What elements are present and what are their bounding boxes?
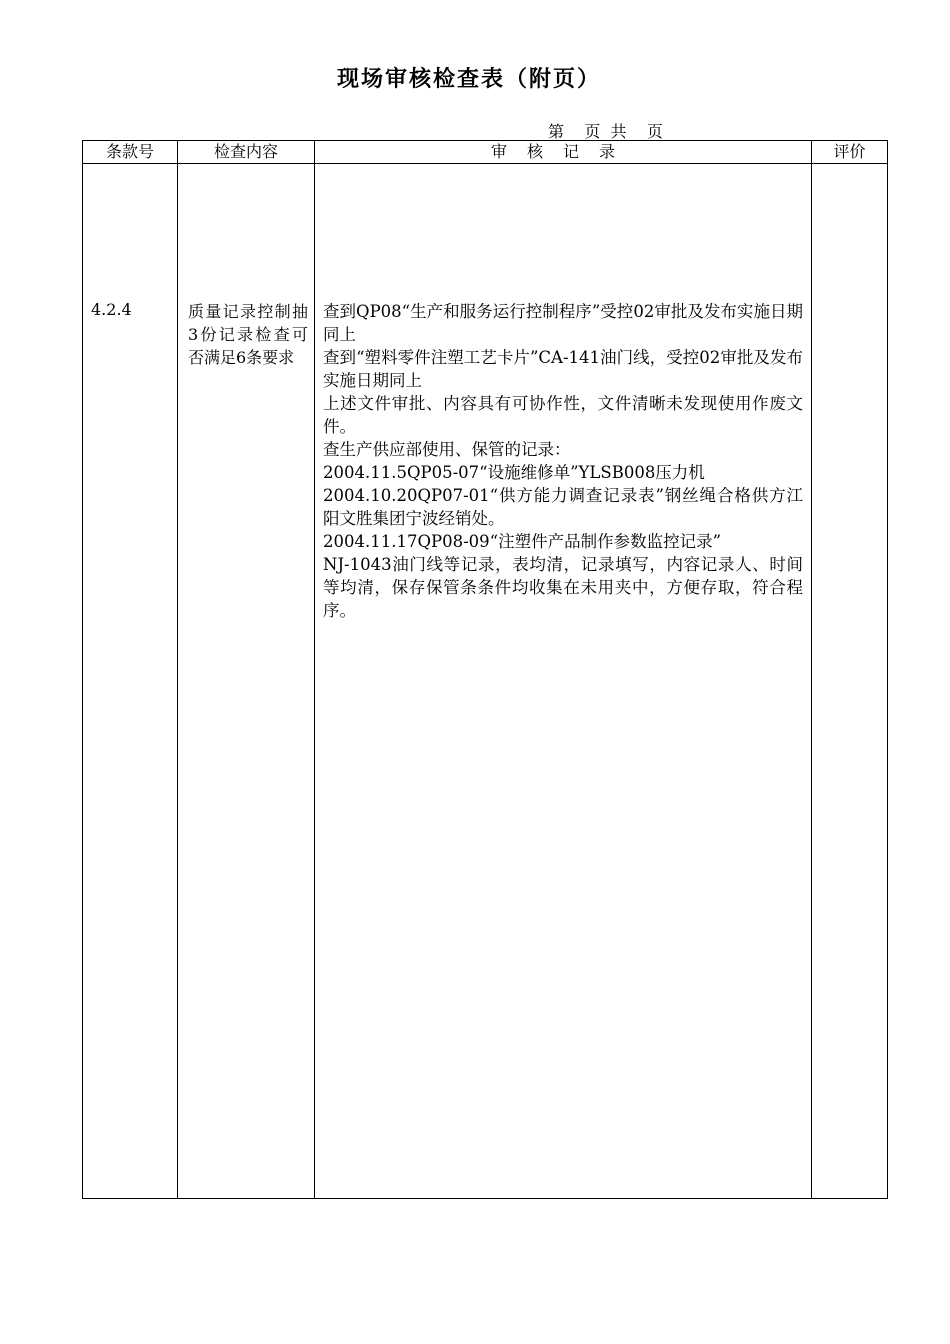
record-line: 2004.11.17QP08-09“注塑件产品制作参数监控记录” [323, 532, 722, 551]
header-content: 检查内容 [178, 141, 315, 164]
record-line: NJ-1043油门线等记录，表均清，记录填写，内容记录人、时间等均清，保存保管条条件均收集在未用夹中，方便存取，符合程序。 [323, 555, 803, 620]
record-line: 2004.10.20QP07-01“供方能力调查记录表”钢丝绳合格供方江阳文胜集团宁波经销处。 [323, 486, 803, 528]
check-content [178, 164, 315, 1199]
rating-cell [812, 164, 888, 1199]
record-line: 查到“塑料零件注塑工艺卡片”CA-141油门线，受控02审批及发布实施日期同上 [323, 348, 803, 390]
check-content-text: 质量记录控制抽3份记录检查可否满足6条要求 [188, 302, 308, 367]
record-line: 2004.11.5QP05-07“设施维修单”YLSB008压力机 [323, 463, 705, 482]
record-line: 上述文件审批、内容具有可协作性，文件清晰未发现使用作废文件。 [323, 394, 803, 436]
audit-checklist-table [82, 140, 888, 1199]
audit-record [315, 164, 812, 1199]
table-header-row [83, 141, 888, 164]
record-line: 查生产供应部使用、保管的记录： [323, 440, 571, 459]
table-row [83, 164, 888, 1199]
document-title: 现场审核检查表（附页） [336, 67, 601, 92]
clause-number: 4.2.4 [83, 164, 178, 1199]
header-clause: 条款号 [83, 141, 178, 164]
record-line: 查到QP08“生产和服务运行控制程序”受控02审批及发布实施日期同上 [323, 302, 803, 344]
header-record: 审核记录 [315, 141, 812, 164]
header-rating: 评价 [812, 141, 888, 164]
page-number-info: 第 页 共 页 [548, 122, 663, 141]
